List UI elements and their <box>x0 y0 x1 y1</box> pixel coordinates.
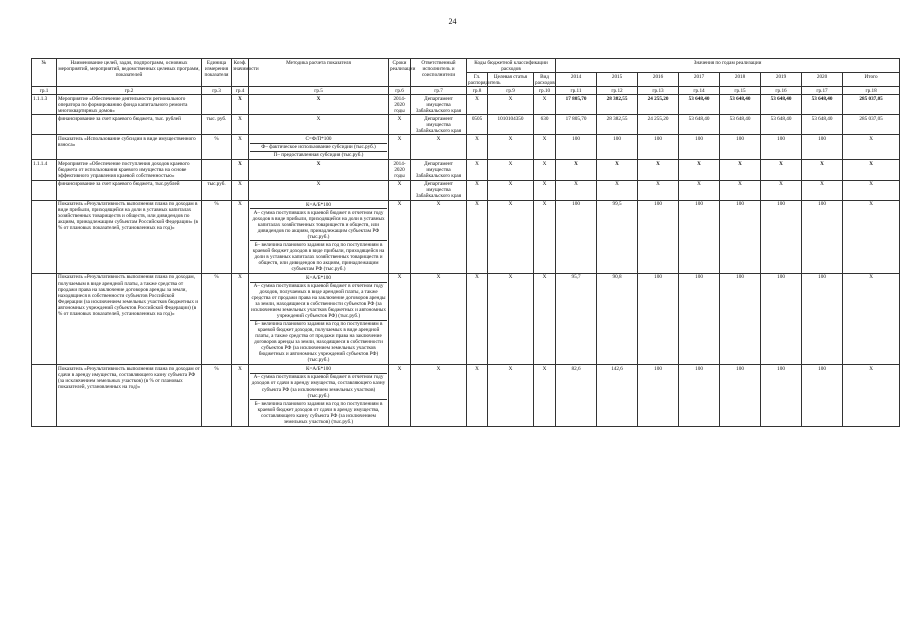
row-name: Мероприятие «Обеспечение поступления доходов краевого бюджета от использования краевого имущества на основе эффективного управления краевой собственностью» <box>57 160 202 180</box>
row-value: 24 255,20 <box>638 95 679 115</box>
column-number: гр.1 <box>32 87 57 95</box>
row-name: Показатель «Результативность выполнения плана по доходам от сдачи в аренду имущества, составляющего казну субъекта РФ (за исключением земельных участков) (в % от плановых показателей, установленных на год)» <box>57 365 202 426</box>
header-kbk-sub: Гл. распорядитель <box>468 73 501 86</box>
row-value: 285 037,05 <box>843 95 900 115</box>
row-kbk-type: Х <box>534 135 556 160</box>
row-kbk-gr: Х <box>467 273 488 364</box>
row-term: Х <box>389 115 411 135</box>
row-value: 53 648,40 <box>761 115 802 135</box>
row-method: Х <box>249 115 389 135</box>
row-value: 100 <box>597 135 638 160</box>
method-part: Б– величина планового задания на год по поступлениям в краевой бюджет доходов от сдачи в аренду имущества, составляющего казну субъекта РФ (за исключением земельных участков) (тыс.руб.) <box>250 399 387 425</box>
header-kbk-sub: Целевая статья <box>488 73 534 87</box>
row-value: Х <box>556 160 597 180</box>
row-unit <box>202 95 232 115</box>
column-number: гр.4 <box>232 87 249 95</box>
row-value: 53 648,40 <box>802 115 843 135</box>
row-value: 100 <box>679 273 720 364</box>
row-kbk-article: Х <box>488 200 534 273</box>
column-number: гр.5 <box>249 87 389 95</box>
column-number: гр.12 <box>597 87 638 95</box>
row-value: 100 <box>638 135 679 160</box>
row-kbk-gr: Х <box>467 135 488 160</box>
method-part: Ф– фактическое использование субсидии (тыс.руб.) <box>250 143 387 151</box>
row-value: Х <box>679 180 720 200</box>
row-kbk-type: Х <box>534 95 556 115</box>
header-year: 2015 <box>597 73 638 87</box>
row-value: 17 805,70 <box>556 115 597 135</box>
row-coef: Х <box>232 200 249 273</box>
method-part: А– сумма поступивших в краевой бюджет в отчетном году доходов, получаемых в виде арендной платы, а также средства от продажи права на заключение договоров аренды за земли, находящиеся в собственности субъектов РФ (за исключением земельных участков бюджетных и автономных учреждений субъектов РФ) (тыс.руб.) <box>251 283 386 320</box>
row-unit <box>202 160 232 180</box>
row-value: 100 <box>720 200 761 273</box>
row-responsible: Департамент имущества Забайкальского края <box>411 95 467 115</box>
row-value: 100 <box>679 200 720 273</box>
column-number: гр.14 <box>679 87 720 95</box>
column-number: гр.6 <box>389 87 411 95</box>
row-value: Х <box>597 180 638 200</box>
row-value: Х <box>843 200 900 273</box>
row-number <box>32 273 57 364</box>
column-number: гр.3 <box>202 87 232 95</box>
row-value: 100 <box>720 273 761 364</box>
row-number: 1.1.1.4 <box>32 160 57 180</box>
row-unit: % <box>202 200 232 273</box>
row-value: Х <box>638 160 679 180</box>
header-year: 2014 <box>556 73 597 87</box>
row-value: 95,7 <box>556 273 597 364</box>
row-kbk-type: Х <box>534 200 556 273</box>
table-header <box>32 59 900 95</box>
column-number: гр.10 <box>534 87 556 95</box>
row-value: Х <box>843 365 900 426</box>
row-value: 53 648,40 <box>679 115 720 135</box>
row-value: Х <box>720 180 761 200</box>
header-year: 2018 <box>720 73 761 87</box>
table-row <box>32 365 900 426</box>
row-value: 82,6 <box>556 365 597 426</box>
row-kbk-type: Х <box>534 180 556 200</box>
row-coef: Х <box>232 160 249 180</box>
column-number: гр.11 <box>556 87 597 95</box>
header-num: № <box>32 59 57 87</box>
header-coef: Коэф. значимости <box>232 59 249 87</box>
row-kbk-gr: Х <box>467 160 488 180</box>
row-value: Х <box>843 160 900 180</box>
method-part: Б– величина планового задания на год по поступлениям в краевой бюджет доходов, получаемых в виде арендной платы, а также средства от продажи права на заключение договоров аренды за земли, находящиеся в собственности субъектов РФ (за исключением земельных участков бюджетных и автономных учреждений субъектов РФ) (тыс.руб.) <box>250 320 387 364</box>
header-values: Значения по годам реализации <box>556 59 900 73</box>
header-year: 2016 <box>638 73 679 87</box>
row-value: Х <box>802 160 843 180</box>
row-kbk-article: 1010104350 <box>488 115 534 135</box>
row-term: 2014-2020 годы <box>389 95 411 115</box>
row-coef: Х <box>232 135 249 160</box>
row-kbk-gr: 0505 <box>467 115 488 135</box>
row-method: Х <box>249 180 389 200</box>
row-value: 100 <box>761 200 802 273</box>
header-method: Методика расчета показателя <box>249 59 389 87</box>
row-number <box>32 135 57 160</box>
row-value: Х <box>843 273 900 364</box>
row-responsible: Х <box>411 200 467 273</box>
table-row <box>32 135 900 160</box>
row-value: Х <box>802 180 843 200</box>
row-value: 53 648,40 <box>720 115 761 135</box>
row-value: 100 <box>802 135 843 160</box>
row-value: 100 <box>761 273 802 364</box>
row-value: 90,8 <box>597 273 638 364</box>
row-value: 100 <box>679 365 720 426</box>
row-term: Х <box>389 273 411 364</box>
row-responsible: Х <box>411 273 467 364</box>
row-value: Х <box>720 160 761 180</box>
page-number: 24 <box>448 17 457 26</box>
row-value: 53 648,40 <box>720 95 761 115</box>
row-coef: Х <box>232 95 249 115</box>
row-value: 53 648,40 <box>761 95 802 115</box>
table-row <box>32 160 900 180</box>
row-kbk-type: Х <box>534 160 556 180</box>
row-kbk-article: Х <box>488 180 534 200</box>
program-table <box>31 58 900 427</box>
method-part: А– сумма поступивших в краевой бюджет в отчетном году доходов от сдачи в аренду имущества, составляющего казну субъекта РФ (за исключением земельных участков) (тыс.руб.) <box>251 374 386 399</box>
header-responsible: Ответственный исполнитель и соисполнители <box>411 59 467 87</box>
row-coef: Х <box>232 115 249 135</box>
row-value: 100 <box>802 200 843 273</box>
row-method <box>249 135 389 160</box>
table-row <box>32 180 900 200</box>
row-value: 142,6 <box>597 365 638 426</box>
method-part: К=А/Б*100 <box>306 201 331 208</box>
row-kbk-gr: Х <box>467 200 488 273</box>
row-value: Х <box>597 160 638 180</box>
row-value: 99,5 <box>597 200 638 273</box>
method-part: С=Ф/П*100 <box>305 136 332 143</box>
row-method <box>249 273 389 364</box>
row-value: 53 648,40 <box>679 95 720 115</box>
row-coef: Х <box>232 180 249 200</box>
row-value: 100 <box>638 273 679 364</box>
table-row <box>32 115 900 135</box>
table-row <box>32 95 900 115</box>
row-name: финансирование за счет краевого бюджета, тыс.рублей <box>57 180 202 200</box>
row-unit: % <box>202 365 232 426</box>
row-name: Показатель «Результативность выполнения плана по доходам в виде прибыли, приходящейся на доли в уставных капиталах хозяйственных товариществ и обществ, или дивидендов по акциям, принадлежащим субъектам Российской Федерации» (в % от плановых показателей, установленных на год)» <box>57 200 202 273</box>
header-kbk: Коды бюджетной классификации расходов <box>467 59 556 73</box>
header-year: Итого <box>843 73 900 87</box>
table-row <box>32 200 900 273</box>
row-coef: Х <box>232 273 249 364</box>
row-value: 100 <box>556 200 597 273</box>
column-number: гр.2 <box>57 87 202 95</box>
method-part: К=А/Б*100 <box>306 274 331 281</box>
header-year: 2017 <box>679 73 720 87</box>
row-unit: % <box>202 273 232 364</box>
row-responsible: Х <box>411 135 467 160</box>
row-value: Х <box>638 180 679 200</box>
column-number: гр.15 <box>720 87 761 95</box>
header-unit: Единица измерения показателя <box>202 59 232 87</box>
row-value: 53 648,40 <box>802 95 843 115</box>
method-part: П– предоставленная субсидия (тыс.руб.) <box>250 151 387 159</box>
row-name: Мероприятие «Обеспечение деятельности регионального оператора по формированию фонда капитального ремонта многоквартирных домов» <box>57 95 202 115</box>
column-number: гр.18 <box>843 87 900 95</box>
row-number <box>32 115 57 135</box>
row-value: Х <box>679 160 720 180</box>
row-kbk-gr: Х <box>467 365 488 426</box>
column-number: гр.17 <box>802 87 843 95</box>
header-year: 2019 <box>761 73 802 87</box>
row-value: 100 <box>720 135 761 160</box>
row-responsible: Департамент имущества Забайкальского края <box>411 115 467 135</box>
row-kbk-gr: Х <box>467 180 488 200</box>
row-kbk-type: Х <box>534 365 556 426</box>
row-name: Показатель «Результативность выполнения плана по доходам, получаемым в виде арендной платы, а также средства от продажи права на заключение договоров аренды за земли, находящиеся в собственности субъектов Российской Федерации (за исключением земельных участков бюджетных и автономных учреждений субъектов Российской Федерации) (в % от плановых показателей, установленных на год)» <box>57 273 202 364</box>
row-value: 100 <box>679 135 720 160</box>
row-value: Х <box>761 180 802 200</box>
row-term: Х <box>389 365 411 426</box>
row-coef: Х <box>232 365 249 426</box>
column-number: гр.16 <box>761 87 802 95</box>
row-method <box>249 200 389 273</box>
row-value: 17 805,70 <box>556 95 597 115</box>
header-term: Сроки реализации <box>389 59 411 87</box>
row-kbk-type: 630 <box>534 115 556 135</box>
row-value: Х <box>761 160 802 180</box>
row-value: 100 <box>638 365 679 426</box>
row-value: 100 <box>761 135 802 160</box>
row-kbk-article: Х <box>488 273 534 364</box>
row-kbk-gr: Х <box>467 95 488 115</box>
row-value: 100 <box>761 365 802 426</box>
row-responsible: Департамент имущества Забайкальского края <box>411 180 467 200</box>
row-value: Х <box>556 180 597 200</box>
row-responsible: Департамент имущества Забайкальского края <box>411 160 467 180</box>
column-number: гр.13 <box>638 87 679 95</box>
method-part: А– сумма поступивших в краевой бюджет в отчетном году доходов в виде прибыли, приходящейся на доли в уставных капиталах хозяйственных товариществ и обществ, или дивидендов по акциям, принадлежащим субъектам РФ (тыс.руб.) <box>250 208 387 240</box>
column-number: гр.8 <box>467 87 488 95</box>
row-name: Показатель «Использование субсидии в виде имущественного взноса» <box>57 135 202 160</box>
row-method: Х <box>249 160 389 180</box>
row-value: 100 <box>802 365 843 426</box>
header-kbk-sub: Вид расходов <box>535 73 555 86</box>
row-unit: % <box>202 135 232 160</box>
row-kbk-type: Х <box>534 273 556 364</box>
header-name: Наименование целей, задач, подпрограмм, основных мероприятий, мероприятий, ведомственных целевых программ, показателей <box>57 59 202 87</box>
table-row <box>32 273 900 364</box>
method-part: К=А/Б*100 <box>306 366 331 373</box>
row-term: Х <box>389 180 411 200</box>
row-value: 28 382,55 <box>597 95 638 115</box>
header-year: 2020 <box>802 73 843 87</box>
row-value: Х <box>843 135 900 160</box>
row-kbk-article: Х <box>488 135 534 160</box>
row-number <box>32 365 57 426</box>
row-kbk-article: Х <box>488 365 534 426</box>
table-body <box>32 95 900 427</box>
row-value: 100 <box>802 273 843 364</box>
row-value: 28 382,55 <box>597 115 638 135</box>
row-value: 100 <box>720 365 761 426</box>
row-method <box>249 365 389 426</box>
row-number <box>32 200 57 273</box>
row-responsible: Х <box>411 365 467 426</box>
row-number: 1.1.1.3 <box>32 95 57 115</box>
row-unit: тыс.руб. <box>202 180 232 200</box>
column-number: гр.9 <box>488 87 534 95</box>
row-value: Х <box>843 180 900 200</box>
row-term: Х <box>389 135 411 160</box>
row-kbk-article: Х <box>488 95 534 115</box>
column-number: гр.7 <box>411 87 467 95</box>
row-value: 100 <box>556 135 597 160</box>
row-value: 100 <box>638 200 679 273</box>
row-number <box>32 180 57 200</box>
row-unit: тыс. руб. <box>202 115 232 135</box>
row-name: финансирование за счет краевого бюджета, тыс. рублей <box>57 115 202 135</box>
row-term: Х <box>389 200 411 273</box>
row-method: Х <box>249 95 389 115</box>
row-term: 2014-2020 годы <box>389 160 411 180</box>
row-kbk-article: Х <box>488 160 534 180</box>
row-value: 285 037,05 <box>843 115 900 135</box>
row-value: 24 255,20 <box>638 115 679 135</box>
method-part: Б– величина планового задания на год по поступлениям в краевой бюджет доходов в виде прибыли, приходящейся на доли в уставных капиталах хозяйственных товариществ и обществ, или дивидендов по акциям, принадлежащим субъектам РФ (тыс.руб.) <box>250 240 387 272</box>
